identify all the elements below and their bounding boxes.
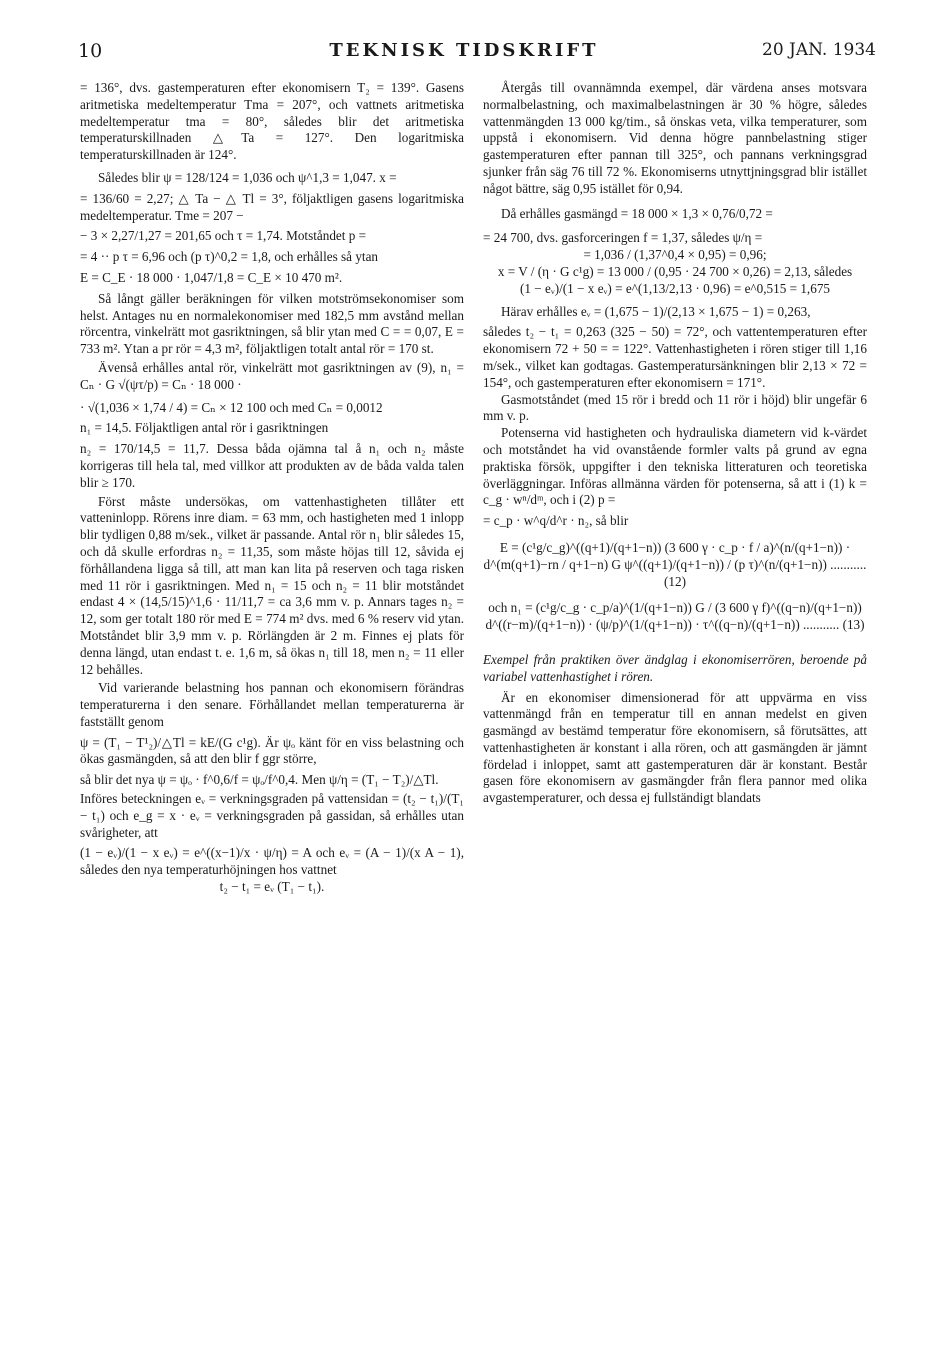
formula-line: = 4 ·· p τ = 6,96 och (p τ)^0,2 = 1,8, och erhålles så ytan [80, 249, 379, 265]
paragraph: Först måste undersökas, om vattenhastigheten tillåter ett vatteninlopp. Rörens inre diam. = 63 mm, och hastigheten med 1 inlopp blir tydligen 0,88 m/sek., vilket är passande. Antal rör n₁ blir således 15, och då skulle erfordras n₂ = 11,35, som måste höjas till 12, såvida ej förhållandena ligga så till, att man kan lita på reserven och taga risken med 11 rör i gasriktningen. Med n₁ = 15 och n₂ = 11 blir motståndet endast 4 × (14,5/15)^1,6 · 11/11,7 = ca 3,6 mm v. p. Annars tages n₂ = 12, som ger totalt 180 rör med E = 774 m² dvs. med 6 % reserv vid ytan. Motståndet blir 3,9 mm v. p. Rörlängden är 2 m. Finnes ej plats för denna längd, utan endast t. e. 1,6 m, så ökas n₁ till 18, men n₂ = 11 eller 12 behålles. [80, 493, 464, 677]
page-header [0, 40, 928, 66]
paragraph: Gasmotståndet (med 15 rör i bredd och 11 rör i höjd) blir ungefär 6 mm v. p. [483, 391, 867, 424]
paragraph: Så långt gäller beräkningen för vilken motströmsekonomiser som helst. Antages nu en normalekonomiser med 182,5 mm avstånd mellan rörcentra, vinkelrätt mot gasriktningen, så blir ytan med C = = 0,07, E = 733 m². Ytan a pr rör = 4,3 m², följaktligen totalt antal rör = 170 st. [80, 290, 464, 357]
formula-line: Således blir ψ = 128/124 = 1,036 och ψ^1,3 = 1,047. x = [98, 169, 397, 185]
paragraph: Är en ekonomiser dimensionerad för att uppvärma en viss vattenmängd från en temperatur till en annan medelst en given gasmängd av bestämd temperatur före ekonomisern, så förutsättes, att vattenhastigheten är konstant i alla rören, och att gasmängden är jämnt fördelad i inloppet, samt att gastemperaturen där är konstant. Består gasen före ekonomisern av gasmängder från flera pannor med olika avgastemperaturer, och dessa ej fullständigt blandats [483, 689, 867, 806]
formula-line: så blir det nya ψ = ψₒ · f^0,6/f = ψₒ/f^0,4. Men ψ/η = (T₁ − T₂)/△Tl. [80, 772, 439, 788]
formula-line: Då erhålles gasmängd = 18 000 × 1,3 × 0,76/0,72 = [501, 205, 773, 221]
page-number: 10 [78, 40, 103, 62]
journal-title: TEKNISK TIDSKRIFT [329, 40, 599, 61]
formula-line: Härav erhålles eᵥ = (1,675 − 1)/(2,13 × 1,675 − 1) = 0,263, [501, 303, 811, 319]
formula-line: n₁ = 14,5. Följaktligen antal rör i gasriktningen [80, 420, 329, 436]
section-heading: Exempel från praktiken över ändglag i ekonomiserrören, beroende på variabel vattenhastighet i rören. [483, 651, 867, 684]
formula-line: = 24 700, dvs. gasforceringen f = 1,37, således ψ/η = [483, 230, 763, 246]
formula-line: x = V / (η · G c¹g) = 13 000 / (0,95 · 24 700 × 0,26) = 2,13, således [497, 263, 853, 279]
paragraph: = 136°, dvs. gastemperaturen efter ekonomisern T₂ = 139°. Gasens aritmetiska medeltemperatur Tma = 207°, och vattnets aritmetiska medeltemperatur tma = 80°, således blir det aritmetiska temperaturskillnaden △Ta = 127°. Den logaritmiska temperaturskillnaden är 124°. [80, 80, 464, 163]
equation-12: E = (c¹g/c_g)^((q+1)/(q+1−n)) (3 600 γ · c_p · f / a)^(n/(q+1−n)) · d^(m(q+1)−rn / q+1−n) G ψ^((q+1)/(q+1−n)) / (p τ)^(n/(q+1−n)) ........... (12) [483, 539, 867, 589]
paragraph: Återgås till ovannämnda exempel, där värdena anses motsvara normalbelastning, och maximalbelastningen är 30 % högre, således vattenmängden 13 000 kg/tim., så önskas veta, vilka temperaturer, som uppstå i ekonomisern. Vid denna högre pannbelastning stiger gastemperaturen efter pannan till 325°, och pannans verkningsgrad sjunker från säg 76 till 72 %. Ekonomiserns utnyttjningsgrad blir istället något bättre, säg 0,95 istället för 0,94. [483, 80, 867, 196]
formula-line: = c_p · w^q/d^r · n₂, så blir [483, 513, 629, 529]
formula-line: = 136/60 = 2,27; △ Ta − △ Tl = 3°, följaktligen gasens logaritmiska medeltemperatur. Tme = 207 − [80, 190, 464, 223]
formula-line: t₂ − t₁ = eᵥ (T₁ − t₁). [219, 879, 325, 895]
formula-line: (1 − eᵥ)/(1 − x eᵥ) = e^(1,13/2,13 · 0,96) = e^0,515 = 1,675 [519, 280, 831, 296]
paragraph: Vid varierande belastning hos pannan och ekonomisern förändras temperaturerna i den senare. Förhållandet mellan temperaturerna är fastställt genom [80, 680, 464, 729]
formula-line: · √(1,036 × 1,74 / 4) = Cₙ × 12 100 och med Cₙ = 0,0012 [80, 399, 383, 415]
paragraph: Potenserna vid hastigheten och hydrauliska diametern vid k-värdet och motståndet ha vid ovanstående formler valts på grund av egna praktiska försök, uppgifter i den tekniska litteraturen och teoretiska överläggningar. Införas allmänna värden för potenserna, så att i (1) k = c_g · wⁿ/dᵐ, och i (2) p = [483, 425, 867, 508]
right-column [483, 80, 867, 807]
paragraph: Ävenså erhålles antal rör, vinkelrätt mot gasriktningen av (9), n₁ = Cₙ · G √(ψτ/p) = Cₙ · 18 000 · [80, 359, 464, 392]
formula-line: ψ = (T₁ − T¹₂)/△Tl = kE/(G c¹g). Är ψₒ känt för en viss belastning och ökas gasmängden, så att den blir f ggr större, [80, 734, 464, 767]
paragraph: således t₂ − t₁ = 0,263 (325 − 50) = 72°, och vattentemperaturen efter ekonomisern 72 + 50 = = 122°. Vattenhastigheten i rören stiger till 1,16 m/sek., vilket kan godtagas. Gastemperatursänkningen blir 2,13 × 72 = 154°, och gastemperaturen efter ekonomisern = 171°. [483, 324, 867, 390]
formula-line: E = C_E · 18 000 · 1,047/1,8 = C_E × 10 470 m². [80, 269, 343, 285]
issue-date: 20 JAN. 1934 [762, 40, 876, 60]
left-column [80, 80, 464, 896]
paragraph: n₂ = 170/14,5 = 11,7. Dessa båda ojämna tal å n₁ och n₂ måste korrigeras till hela tal, med villkor att produkten av de båda valda talen blir ≥ 170. [80, 441, 464, 490]
formula-line: − 3 × 2,27/1,27 = 201,65 och τ = 1,74. Motståndet p = [80, 228, 367, 244]
paragraph: Införes beteckningen eᵥ = verkningsgraden på vattensidan = (t₂ − t₁)/(T₁ − t₁) och e_g = x · eᵥ = verkningsgraden på gassidan, så erhålles utan svårigheter, att [80, 791, 464, 840]
equation-13: och n₁ = (c¹g/c_g · c_p/a)^(1/(q+1−n)) G / (3 600 γ f)^((q−n)/(q+1−n)) d^((r−m)/(q+1−n)) · (ψ/p)^(1/(q+1−n)) · τ^((q−n)/(q+1−n)) ........... (13) [485, 600, 865, 633]
formula-line: (1 − eᵥ)/(1 − x eᵥ) = e^((x−1)/x · ψ/η) = A och eᵥ = (A − 1)/(x A − 1), således den nya temperaturhöjningen hos vattnet [80, 845, 464, 878]
formula-line: = 1,036 / (1,37^0,4 × 0,95) = 0,96; [583, 247, 767, 263]
